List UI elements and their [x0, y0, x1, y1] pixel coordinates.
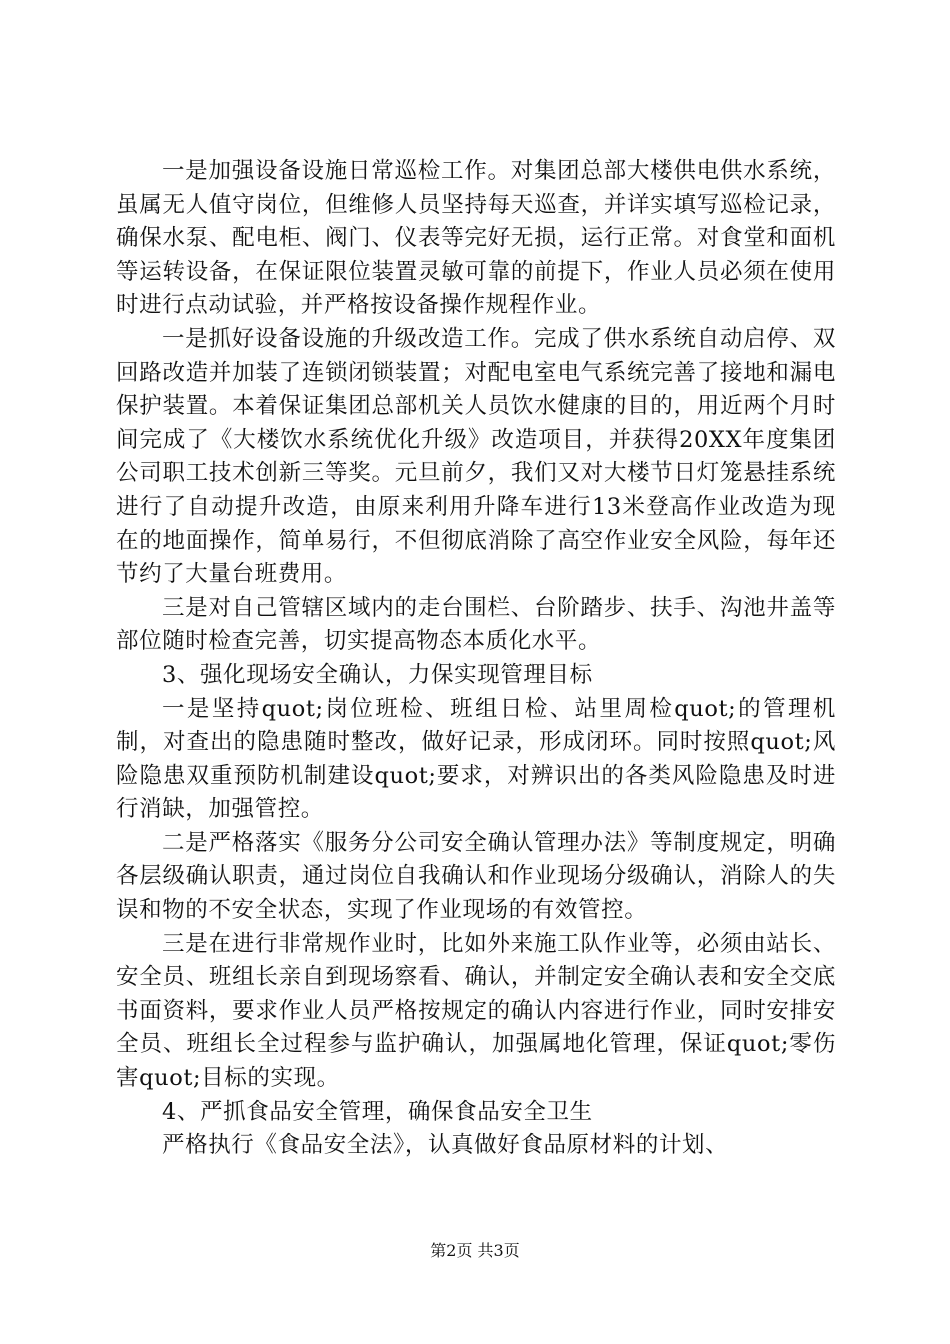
paragraph-irregular-work: 三是在进行非常规作业时，比如外来施工队作业等，必须由站长、安全员、班组长亲自到现场察看、确认，并制定安全确认表和安全交底书面资料，要求作业人员严格按规定的确认内容进行作业，同时安排安全员、班组长全过程参与监护确认，加强属地化管理，保证quot;零伤害quot;目标的实现。: [116, 930, 836, 1092]
paragraph-inspection-mechanism: 一是坚持quot;岗位班检、班组日检、站里周检quot;的管理机制，对查出的隐患随时整改，做好记录，形成闭环。同时按照quot;风险隐患双重预防机制建设quot;要求，对辨识出的各类风险隐患及时进行消缺，加强管控。: [116, 695, 836, 823]
section-heading-site-safety: 3、强化现场安全确认，力保实现管理目标: [162, 661, 593, 688]
paragraph-safety-confirmation: 二是严格落实《服务分公司安全确认管理办法》等制度规定，明确各层级确认职责，通过岗位自我确认和作业现场分级确认，消除人的失误和物的不安全状态，实现了作业现场的有效管控。: [116, 829, 836, 924]
paragraph-daily-inspection: 一是加强设备设施日常巡检工作。对集团总部大楼供电供水系统，虽属无人值守岗位，但维修人员坚持每天巡查，并详实填写巡检记录，确保水泵、配电柜、阀门、仪表等完好无损，运行正常。对食堂和面机等运转设备，在保证限位装置灵敏可靠的前提下，作业人员必须在使用时进行点动试验，并严格按设备操作规程作业。: [116, 158, 836, 319]
paragraph-equipment-upgrade: 一是抓好设备设施的升级改造工作。完成了供水系统自动启停、双回路改造并加装了连锁闭锁装置；对配电室电气系统完善了接地和漏电保护装置。本着保证集团总部机关人员饮水健康的目的，用近两个月时间完成了《大楼饮水系统优化升级》改造项目，并获得20XX年度集团公司职工技术创新三等奖。元旦前夕，我们又对大楼节日灯笼悬挂系统进行了自动提升改造，由原来利用升降车进行13米登高作业改造为现在的地面操作，简单易行，不但彻底消除了高空作业安全风险，每年还节约了大量台班费用。: [116, 325, 836, 588]
page-number-footer: 第2页 共3页: [430, 1241, 520, 1260]
section-heading-food-safety: 4、严抓食品安全管理，确保食品安全卫生: [162, 1098, 593, 1125]
paragraph-food-safety-law: 严格执行《食品安全法》，认真做好食品原材料的计划、: [162, 1132, 729, 1159]
paragraph-area-inspection: 三是对自己管辖区域内的走台围栏、台阶踏步、扶手、沟池井盖等部位随时检查完善，切实提高物态本质化水平。: [116, 594, 836, 655]
document-body: [116, 155, 836, 1163]
